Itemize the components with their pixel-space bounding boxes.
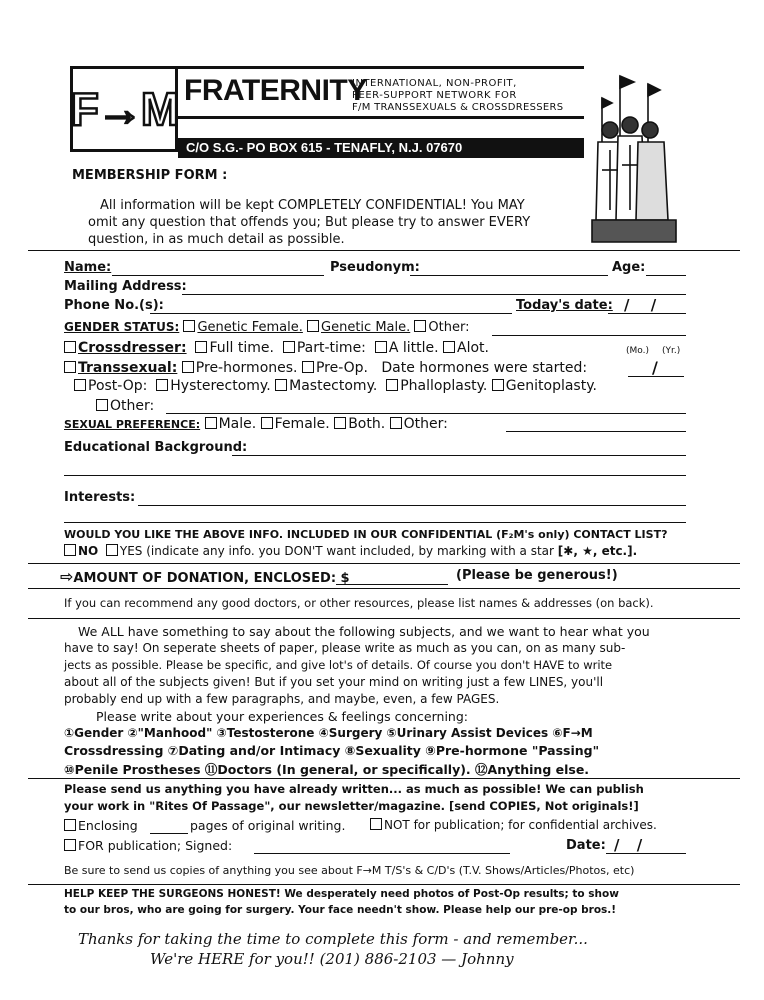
contact-yes-checkbox[interactable]: [106, 544, 118, 556]
hysterectomy-checkbox[interactable]: [156, 379, 168, 391]
divider: [28, 250, 740, 251]
todays-date-line: [608, 313, 686, 314]
contact-question: WOULD YOU LIKE THE ABOVE INFO. INCLUDED IN OUR CONFIDENTIAL (F₂M's only) CONTACT LIST?: [64, 528, 668, 541]
genetic-female-checkbox[interactable]: [183, 320, 195, 332]
tagline-1: INTERNATIONAL, NON-PROFIT,: [352, 78, 517, 89]
contact-no-checkbox[interactable]: [64, 544, 76, 556]
educational-field-2[interactable]: [64, 475, 686, 476]
subjects-list-2: Crossdressing ⑦Dating and/or Intimacy ⑧Sexuality ⑨Pre-hormone "Passing": [64, 743, 600, 758]
logo: [70, 66, 178, 152]
postop-other-checkbox[interactable]: [96, 399, 108, 411]
for-pub-label: FOR publication; Signed:: [78, 838, 233, 853]
part-time-label: Part-time:: [296, 340, 366, 356]
mastectomy-label: Mastectomy.: [289, 378, 378, 394]
mastectomy-checkbox[interactable]: [275, 379, 287, 391]
donation-arrow-icon: ⇨: [60, 567, 74, 586]
enclosing-row: [64, 818, 138, 833]
date-label: Date:: [566, 838, 606, 853]
pseudonym-label: Pseudonym:: [330, 260, 420, 275]
intro-line-1: All information will be kept COMPLETELY CONFIDENTIAL! You MAY: [100, 198, 525, 213]
phalloplasty-checkbox[interactable]: [386, 379, 398, 391]
donation-plea: (Please be generous!): [456, 568, 618, 583]
male-checkbox[interactable]: [205, 417, 217, 429]
subjects-p6: Please write about your experiences & feelings concerning:: [96, 709, 469, 724]
sexual-label: SEXUAL PREFERENCE:: [64, 418, 201, 431]
divider: [28, 618, 740, 619]
crossdresser-row: [64, 340, 489, 356]
subjects-p4: about all of the subjects given! But if you set your mind on writing just a few LINES, you'll: [64, 675, 604, 689]
todays-date-label: Today's date:: [516, 298, 613, 313]
hysterectomy-label: Hysterectomy.: [170, 378, 271, 394]
genetic-female-label: Genetic Female.: [197, 320, 303, 335]
donation-field[interactable]: [336, 584, 448, 585]
divider: [28, 884, 740, 885]
pre-hormones-checkbox[interactable]: [182, 361, 194, 373]
name-field[interactable]: [112, 275, 324, 276]
both-checkbox[interactable]: [334, 417, 346, 429]
knights-illustration: [590, 70, 680, 245]
closing-p1: Thanks for taking the time to complete this form - and remember...: [78, 930, 588, 948]
interests-field[interactable]: [138, 505, 686, 506]
address-text: C/O S.G.- PO BOX 615 - TENAFLY, N.J. 07670: [186, 140, 463, 155]
donation-label: AMOUNT OF DONATION, ENCLOSED: $: [73, 571, 350, 586]
pages-label: pages of original writing.: [190, 818, 346, 833]
name-label: Name:: [64, 260, 112, 275]
hormones-date-label: Date hormones were started:: [381, 360, 588, 376]
mailing-field[interactable]: [182, 294, 686, 295]
phone-label: Phone No.(s):: [64, 298, 164, 313]
alot-label: Alot.: [457, 340, 489, 356]
intro-line-3: question, in as much detail as possible.: [88, 232, 345, 247]
gender-label: GENDER STATUS:: [64, 320, 180, 334]
contact-no-label: NO: [78, 544, 99, 558]
month-label: (Mo.): [626, 346, 649, 356]
surgeons-p2: to our bros, who are going for surgery. Your face needn't show. Please help our pre-op bros.!: [64, 904, 617, 916]
for-pub-checkbox[interactable]: [64, 839, 76, 851]
gender-other-label: Other:: [428, 320, 470, 335]
contact-yes-label: YES (indicate any info. you DON'T want included, by marking with a star: [119, 544, 554, 558]
subjects-p1: We ALL have something to say about the following subjects, and we want to hear what you: [78, 624, 650, 639]
header-mid-rule: [178, 116, 584, 119]
subjects-list-1: ①Gender ②"Manhood" ③Testosterone ④Surgery ⑤Urinary Assist Devices ⑥F→M: [64, 726, 593, 740]
publish-date-line: [606, 853, 686, 854]
part-time-checkbox[interactable]: [283, 341, 295, 353]
full-time-label: Full time.: [209, 340, 274, 356]
transsexual-checkbox[interactable]: [64, 361, 76, 373]
gender-other-checkbox[interactable]: [414, 320, 426, 332]
gender-row: [64, 320, 469, 335]
form-title: MEMBERSHIP FORM :: [72, 168, 228, 183]
publish-date-field[interactable]: / /: [614, 836, 649, 854]
tagline-2: PEER-SUPPORT NETWORK FOR: [352, 90, 517, 101]
copies-text: Be sure to send us copies of anything you see about F→M T/S's & C/D's (T.V. Shows/Articles/Photos, etc): [64, 864, 635, 877]
interests-label: Interests:: [64, 490, 136, 505]
sexual-row: [64, 416, 448, 432]
subjects-p3: jects as possible. Please be specific, and give lot's of details. Of course you don't HAVE to write: [64, 658, 613, 672]
pre-hormones-label: Pre-hormones.: [195, 360, 298, 376]
enclosing-label: Enclosing: [78, 818, 138, 833]
phalloplasty-label: Phalloplasty.: [400, 378, 488, 394]
divider: [28, 563, 740, 564]
address-bar: [178, 138, 584, 158]
postop-other-field[interactable]: [166, 413, 686, 414]
a-little-checkbox[interactable]: [375, 341, 387, 353]
logo-text: F→M: [70, 83, 178, 135]
hormones-date-slash: /: [652, 358, 658, 377]
donation-row: [60, 567, 350, 586]
not-pub-row: [370, 818, 657, 832]
publish-p2: your work in "Rites Of Passage", our newsletter/magazine. [send COPIES, Not originals!]: [64, 799, 639, 813]
transsexual-row: [64, 360, 587, 376]
pseudonym-field[interactable]: [410, 275, 608, 276]
gender-other-field[interactable]: [492, 335, 686, 336]
subjects-p5: probably end up with a few paragraphs, and maybe, even, a few PAGES.: [64, 692, 500, 706]
closing-p2: We're HERE for you!! (201) 886-2103 — Johnny: [150, 950, 514, 968]
surgeons-p1: HELP KEEP THE SURGEONS HONEST! We desperately need photos of Post-Op results; to show: [64, 888, 619, 900]
recommend-text: If you can recommend any good doctors, or other resources, please list names & addresses (on back).: [64, 596, 654, 610]
alot-checkbox[interactable]: [443, 341, 455, 353]
postop-other-label: Other:: [110, 398, 155, 414]
subjects-p2: have to say! On seperate sheets of paper, please write as much as you can, on as many sub-: [64, 641, 626, 655]
age-label: Age:: [612, 260, 646, 275]
signature-field[interactable]: [254, 853, 510, 854]
divider: [28, 588, 740, 589]
mailing-label: Mailing Address:: [64, 279, 187, 294]
post-op-checkbox[interactable]: [74, 379, 86, 391]
interests-field-2[interactable]: [64, 522, 686, 523]
female-checkbox[interactable]: [261, 417, 273, 429]
male-label: Male.: [218, 416, 257, 432]
phone-field[interactable]: [150, 313, 512, 314]
not-pub-label: NOT for publication; for confidential archives.: [384, 818, 657, 832]
year-label: (Yr.): [662, 346, 681, 356]
post-op-label: Post-Op:: [88, 378, 148, 394]
org-name: FRATERNITY: [184, 74, 367, 107]
educational-field[interactable]: [232, 455, 686, 456]
both-label: Both.: [348, 416, 386, 432]
contact-row: [64, 544, 637, 558]
intro-line-2: omit any question that offends you; But please try to answer EVERY: [88, 215, 531, 230]
tagline-3: F/M TRANSSEXUALS & CROSSDRESSERS: [352, 102, 564, 113]
female-label: Female.: [274, 416, 330, 432]
postop-row: [74, 378, 597, 394]
postop-other-row: [96, 398, 154, 414]
subjects-list-3: ⑩Penile Prostheses ⑪Doctors (In general, or specifically). ⑫Anything else.: [64, 762, 590, 777]
contact-stars: [✱, ★, etc.].: [557, 544, 638, 558]
pre-op-checkbox[interactable]: [302, 361, 314, 373]
not-pub-checkbox[interactable]: [370, 818, 382, 830]
full-time-checkbox[interactable]: [195, 341, 207, 353]
a-little-label: A little.: [388, 340, 439, 356]
sexual-other-checkbox[interactable]: [390, 417, 402, 429]
for-pub-row: [64, 838, 232, 853]
pages-count-field[interactable]: [150, 833, 188, 834]
educational-label: Educational Background:: [64, 440, 248, 455]
todays-date-field[interactable]: / /: [624, 296, 665, 314]
genetic-male-checkbox[interactable]: [307, 320, 319, 332]
genitoplasty-checkbox[interactable]: [492, 379, 504, 391]
crossdresser-checkbox[interactable]: [64, 341, 76, 353]
pre-op-label: Pre-Op.: [315, 360, 369, 376]
crossdresser-label: Crossdresser:: [78, 340, 187, 356]
genitoplasty-label: Genitoplasty.: [505, 378, 597, 394]
divider: [28, 778, 740, 779]
age-field[interactable]: [646, 275, 686, 276]
sexual-other-label: Other:: [403, 416, 448, 432]
publish-p1: Please send us anything you have already written... as much as possible! We can publish: [64, 782, 644, 796]
sexual-other-field[interactable]: [506, 431, 686, 432]
header-top-rule: [178, 66, 584, 69]
genetic-male-label: Genetic Male.: [321, 320, 411, 335]
transsexual-label: Transsexual:: [78, 360, 178, 376]
enclosing-checkbox[interactable]: [64, 819, 76, 831]
